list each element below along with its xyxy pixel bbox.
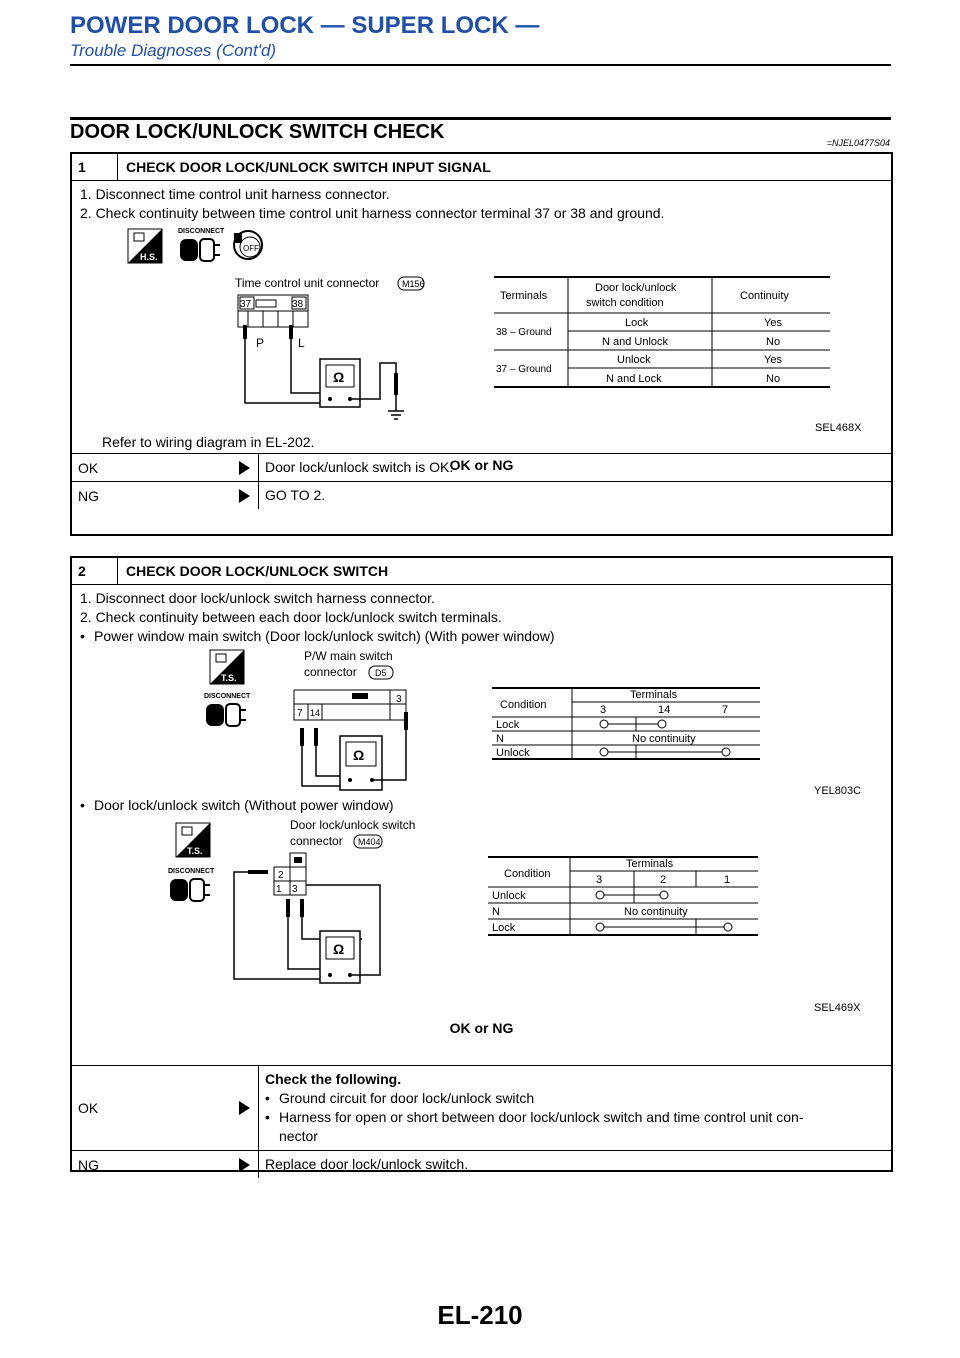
step2-title: CHECK DOOR LOCK/UNLOCK SWITCH bbox=[126, 563, 389, 579]
step1-diagram bbox=[80, 223, 880, 433]
td-terminal-37: 37 – Ground bbox=[496, 364, 552, 375]
step2-diagram-1 bbox=[80, 646, 880, 796]
th-continuity: Continuity bbox=[740, 290, 789, 302]
step2-figure-1 bbox=[80, 646, 883, 796]
svg-text:OFF: OFF bbox=[243, 244, 259, 253]
step1-title: CHECK DOOR LOCK/UNLOCK SWITCH INPUT SIGNAL bbox=[126, 159, 491, 175]
svg-text:DISCONNECT: DISCONNECT bbox=[204, 693, 251, 700]
ok-item-continued: nector bbox=[279, 1128, 318, 1144]
figure-code: YEL803C bbox=[814, 785, 862, 796]
svg-text:Ω: Ω bbox=[333, 369, 345, 385]
th-terminal: 7 bbox=[722, 704, 729, 716]
arrow-right-icon bbox=[239, 1101, 250, 1115]
hs-badge-icon bbox=[128, 229, 162, 263]
svg-text:Ω: Ω bbox=[353, 747, 365, 763]
hs-label: H.S. bbox=[140, 252, 158, 262]
td-condition: N and Lock bbox=[606, 373, 662, 385]
pin-14: 14 bbox=[310, 708, 321, 718]
arrow-right-icon bbox=[239, 489, 250, 503]
pin-1: 1 bbox=[276, 884, 282, 895]
td-condition: N and Unlock bbox=[602, 336, 669, 348]
section-title: DOOR LOCK/UNLOCK SWITCH CHECK bbox=[70, 121, 445, 143]
disconnect-icon bbox=[178, 228, 225, 261]
td-row-label: Unlock bbox=[492, 890, 526, 902]
result-value: Door lock/unlock switch is OK. bbox=[258, 454, 891, 481]
section-code: =NJEL0477S04 bbox=[826, 138, 890, 148]
step2-continuity-table-2 bbox=[488, 857, 758, 935]
step1-note: Refer to wiring diagram in EL-202. bbox=[102, 434, 315, 450]
ok-item: • Ground circuit for door lock/unlock switch bbox=[265, 1089, 885, 1108]
step1-box bbox=[70, 152, 893, 536]
step1-instruction-2: 2. Check continuity between time control unit harness connector terminal 37 or 38 and ground. bbox=[80, 205, 665, 221]
step1-figure bbox=[80, 223, 883, 433]
step1-result-ng bbox=[72, 482, 891, 509]
connector-label: Time control unit connector bbox=[235, 276, 380, 290]
arrow-right-icon bbox=[239, 461, 250, 475]
pin-37: 37 bbox=[240, 299, 252, 310]
step2-bullet-2: • Door lock/unlock switch (Without power window) bbox=[80, 796, 883, 815]
connector-label: Door lock/unlock switch bbox=[290, 818, 416, 832]
pin-3: 3 bbox=[396, 694, 402, 705]
th-terminal: 1 bbox=[724, 874, 731, 886]
td-row-label: Lock bbox=[496, 719, 520, 731]
step2-bullet-1: • Power window main switch (Door lock/unlock switch) (With power window) bbox=[80, 627, 883, 646]
svg-text:DISCONNECT: DISCONNECT bbox=[178, 228, 225, 235]
step2-body bbox=[72, 585, 891, 1066]
connector-id: M404 bbox=[358, 837, 381, 847]
connector-label: P/W main switch bbox=[304, 649, 393, 663]
header-rule bbox=[70, 64, 891, 66]
th-terminals: Terminals bbox=[626, 858, 674, 870]
figure-code: SEL468X bbox=[815, 422, 862, 433]
step2-box bbox=[70, 556, 893, 1172]
ok-title: Check the following. bbox=[265, 1071, 402, 1087]
th-switch-condition: switch condition bbox=[586, 297, 664, 309]
wire-l: L bbox=[298, 336, 305, 350]
result-key: NG bbox=[78, 487, 99, 504]
result-value: GO TO 2. bbox=[258, 482, 891, 509]
td-condition: Lock bbox=[625, 317, 649, 329]
pin-7: 7 bbox=[297, 708, 303, 719]
arrow-right-icon bbox=[239, 1158, 250, 1172]
connector-id: D5 bbox=[375, 668, 387, 678]
step2-continuity-table-1 bbox=[492, 688, 760, 759]
wire-p: P bbox=[256, 336, 265, 350]
step2-result-ng bbox=[72, 1151, 891, 1178]
page-number: EL-210 bbox=[437, 1300, 523, 1330]
td-continuity: No bbox=[766, 373, 781, 385]
figure-code: SEL469X bbox=[814, 1002, 861, 1014]
page-title: POWER DOOR LOCK — SUPER LOCK — bbox=[70, 12, 540, 39]
ohmmeter-icon bbox=[320, 359, 360, 407]
th-terminal: 14 bbox=[658, 704, 671, 716]
disconnect-icon bbox=[204, 693, 251, 726]
th-terminals: Terminals bbox=[500, 290, 548, 302]
pin-38: 38 bbox=[292, 299, 304, 310]
step2-instruction-1: 1. Disconnect door lock/unlock switch harness connector. bbox=[80, 590, 435, 606]
th-terminal: 3 bbox=[596, 874, 603, 886]
page-subtitle: Trouble Diagnoses (Cont'd) bbox=[70, 41, 277, 60]
svg-text:T.S.: T.S. bbox=[187, 846, 203, 856]
pin-2: 2 bbox=[278, 870, 284, 881]
connector-id: M156 bbox=[402, 279, 425, 289]
td-continuity: Yes bbox=[764, 354, 782, 366]
ts-badge-icon bbox=[210, 650, 244, 684]
svg-text:DISCONNECT: DISCONNECT bbox=[168, 868, 215, 875]
ignition-off-icon bbox=[234, 231, 262, 259]
step1-continuity-table bbox=[494, 277, 830, 387]
ground-icon bbox=[388, 411, 404, 419]
svg-text:Ω: Ω bbox=[333, 941, 345, 957]
section-rule bbox=[70, 117, 891, 120]
th-door-lock: Door lock/unlock bbox=[595, 282, 677, 294]
step2-figure-2 bbox=[80, 815, 883, 1015]
svg-text:T.S.: T.S. bbox=[221, 673, 237, 683]
th-terminals: Terminals bbox=[630, 689, 678, 701]
step1-ok-or-ng: OK or NG bbox=[449, 457, 514, 473]
td-condition: Unlock bbox=[617, 354, 651, 366]
td-no-continuity: No continuity bbox=[624, 906, 688, 918]
ok-item: • Harness for open or short between door lock/unlock switch and time control unit con- bbox=[265, 1108, 885, 1127]
connector-label: connector bbox=[304, 665, 357, 679]
td-terminal-38: 38 – Ground bbox=[496, 327, 552, 338]
td-row-label: Lock bbox=[492, 922, 516, 934]
step1-header bbox=[72, 154, 891, 181]
step2-ok-or-ng: OK or NG bbox=[449, 1020, 514, 1036]
td-row-label: N bbox=[492, 906, 500, 918]
step2-number: 2 bbox=[72, 558, 118, 584]
td-no-continuity: No continuity bbox=[632, 733, 696, 745]
step2-instruction-2: 2. Check continuity between each door lock/unlock switch terminals. bbox=[80, 609, 502, 625]
td-row-label: Unlock bbox=[496, 747, 530, 759]
th-condition: Condition bbox=[500, 699, 547, 711]
th-condition: Condition bbox=[504, 868, 551, 880]
result-key: NG bbox=[78, 1156, 99, 1173]
td-row-label: N bbox=[496, 733, 504, 745]
step2-diagram-2 bbox=[80, 815, 880, 1015]
step2-header bbox=[72, 558, 891, 585]
td-continuity: No bbox=[766, 336, 781, 348]
result-value: Replace door lock/unlock switch. bbox=[258, 1151, 891, 1178]
step1-number: 1 bbox=[72, 154, 118, 180]
ts-badge-icon bbox=[176, 823, 210, 857]
th-terminal: 3 bbox=[600, 704, 607, 716]
connector-label: connector bbox=[290, 834, 343, 848]
page-header bbox=[70, 12, 890, 62]
ohmmeter-icon bbox=[340, 736, 382, 790]
step2-result-ok bbox=[72, 1066, 891, 1151]
th-terminal: 2 bbox=[660, 874, 667, 886]
result-key: OK bbox=[78, 459, 99, 476]
result-key: OK bbox=[78, 1100, 99, 1116]
step1-instruction-1: 1. Disconnect time control unit harness connector. bbox=[80, 186, 390, 202]
result-value bbox=[258, 1066, 891, 1150]
td-continuity: Yes bbox=[764, 317, 782, 329]
disconnect-icon bbox=[168, 868, 215, 901]
pin-3: 3 bbox=[292, 884, 298, 895]
